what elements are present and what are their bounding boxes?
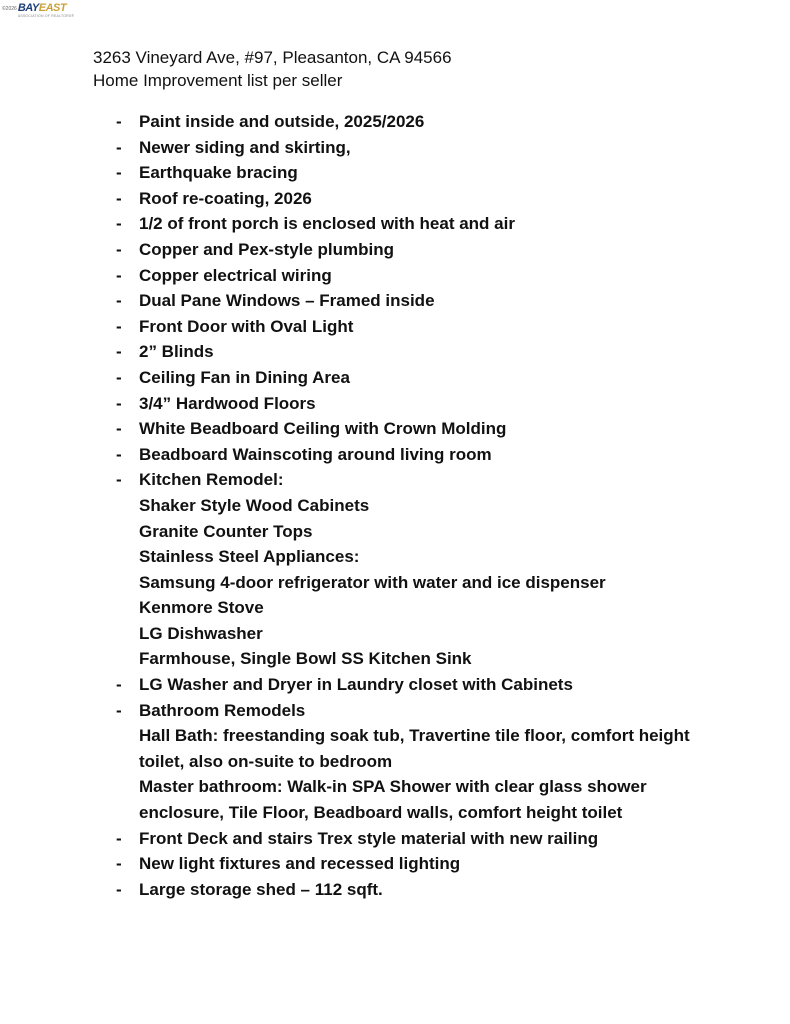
list-item <box>116 672 756 698</box>
list-item <box>116 519 756 545</box>
list-item <box>116 442 756 468</box>
bullet-dash: - <box>116 112 122 131</box>
bullet-dash: - <box>116 444 122 464</box>
list-item-text: Master bathroom: Walk-in SPA Shower with clear glass shower <box>139 777 647 797</box>
list-item-text: Roof re-coating, 2026 <box>139 188 312 208</box>
list-item <box>116 467 756 493</box>
list-item <box>116 698 756 724</box>
list-item-text: Kenmore Stove <box>139 598 264 618</box>
list-item-text: LG Washer and Dryer in Laundry closet with Cabinets <box>139 675 573 695</box>
improvement-list <box>116 109 756 902</box>
list-item-text: toilet, also on-suite to bedroom <box>139 751 393 771</box>
list-item-text: Hall Bath: freestanding soak tub, Travertine tile floor, comfort height <box>139 726 690 746</box>
list-item-text: New light fixtures and recessed lighting <box>139 854 461 874</box>
bullet-dash: - <box>116 879 122 899</box>
bullet-dash: - <box>116 137 122 157</box>
list-item-text: Newer siding and skirting, <box>139 137 351 157</box>
bullet-dash: - <box>116 828 122 848</box>
logo-brand-accent: EAST <box>38 2 67 14</box>
logo-mark <box>18 3 74 19</box>
list-item <box>116 800 756 826</box>
list-item-text: White Beadboard Ceiling with Crown Molding <box>139 419 507 439</box>
bullet-dash <box>116 595 139 621</box>
list-item <box>116 493 756 519</box>
list-item-text: 3/4” Hardwood Floors <box>139 393 316 413</box>
bullet-dash <box>116 774 139 800</box>
logo-tagline: ASSOCIATION OF REALTORS® <box>17 14 75 18</box>
list-item-text: Beadboard Wainscoting around living room <box>139 444 492 464</box>
logo-brand <box>18 3 74 14</box>
list-item-text: Copper and Pex-style plumbing <box>139 239 395 259</box>
list-item <box>116 365 756 391</box>
bullet-dash: - <box>116 419 122 439</box>
bullet-dash <box>116 544 139 570</box>
list-item <box>116 723 756 749</box>
list-item-text: Copper electrical wiring <box>139 265 332 285</box>
list-item <box>116 877 756 903</box>
bullet-dash: - <box>116 214 122 234</box>
property-address: 3263 Vineyard Ave, #97, Pleasanton, CA 94566 <box>93 48 452 67</box>
list-item <box>116 621 756 647</box>
list-item <box>116 774 756 800</box>
list-item <box>116 160 756 186</box>
list-item <box>116 749 756 775</box>
bullet-dash <box>116 800 139 826</box>
list-item <box>116 288 756 314</box>
list-item <box>116 570 756 596</box>
bullet-dash: - <box>116 291 122 311</box>
document-header <box>93 46 452 92</box>
list-item <box>116 211 756 237</box>
list-item <box>116 416 756 442</box>
bullet-dash: - <box>116 393 122 413</box>
list-item-text: Stainless Steel Appliances: <box>139 547 360 567</box>
list-item-text: 2” Blinds <box>139 342 214 362</box>
list-item-text: Ceiling Fan in Dining Area <box>139 367 350 387</box>
list-item-text: 1/2 of front porch is enclosed with heat and air <box>139 214 515 234</box>
bullet-dash <box>116 749 139 775</box>
bullet-dash <box>116 621 139 647</box>
list-item-text: enclosure, Tile Floor, Beadboard walls, comfort height toilet <box>139 803 623 823</box>
bullet-dash <box>116 519 139 545</box>
bullet-dash: - <box>116 188 122 208</box>
bullet-dash: - <box>116 470 122 490</box>
document-subtitle: Home Improvement list per seller <box>93 71 343 90</box>
bullet-dash <box>116 570 139 596</box>
bullet-dash <box>116 723 139 749</box>
list-item-text: Kitchen Remodel: <box>139 470 284 490</box>
list-item <box>116 314 756 340</box>
list-item-text: Paint inside and outside, 2025/2026 <box>139 112 425 131</box>
list-item <box>116 646 756 672</box>
list-item-text: Samsung 4-door refrigerator with water and ice dispenser <box>139 572 606 592</box>
list-item <box>116 391 756 417</box>
bullet-dash: - <box>116 342 122 362</box>
list-item <box>116 109 756 135</box>
list-item <box>116 186 756 212</box>
copyright-text: ©2026 <box>2 6 17 12</box>
list-item-text: LG Dishwasher <box>139 623 263 643</box>
logo-brand-main: BAY <box>17 2 39 14</box>
bullet-dash: - <box>116 163 122 183</box>
list-item <box>116 263 756 289</box>
list-item-text: Front Door with Oval Light <box>139 316 354 336</box>
bayeast-logo <box>2 3 74 19</box>
bullet-dash <box>116 646 139 672</box>
list-item-text: Large storage shed – 112 sqft. <box>139 879 383 899</box>
list-item-text: Farmhouse, Single Bowl SS Kitchen Sink <box>139 649 472 669</box>
bullet-dash: - <box>116 239 122 259</box>
list-item-text: Front Deck and stairs Trex style material with new railing <box>139 828 599 848</box>
list-item <box>116 595 756 621</box>
bullet-dash: - <box>116 700 122 720</box>
list-item-text: Dual Pane Windows – Framed inside <box>139 291 435 311</box>
list-item <box>116 339 756 365</box>
list-item <box>116 237 756 263</box>
list-item <box>116 135 756 161</box>
list-item-text: Shaker Style Wood Cabinets <box>139 495 370 515</box>
list-item-text: Earthquake bracing <box>139 163 298 183</box>
bullet-dash: - <box>116 367 122 387</box>
list-item <box>116 544 756 570</box>
list-item <box>116 851 756 877</box>
bullet-dash: - <box>116 854 122 874</box>
list-item-text: Granite Counter Tops <box>139 521 313 541</box>
bullet-dash: - <box>116 316 122 336</box>
bullet-dash: - <box>116 265 122 285</box>
list-item <box>116 826 756 852</box>
bullet-dash <box>116 493 139 519</box>
list-item-text: Bathroom Remodels <box>139 700 306 720</box>
bullet-dash: - <box>116 675 122 695</box>
